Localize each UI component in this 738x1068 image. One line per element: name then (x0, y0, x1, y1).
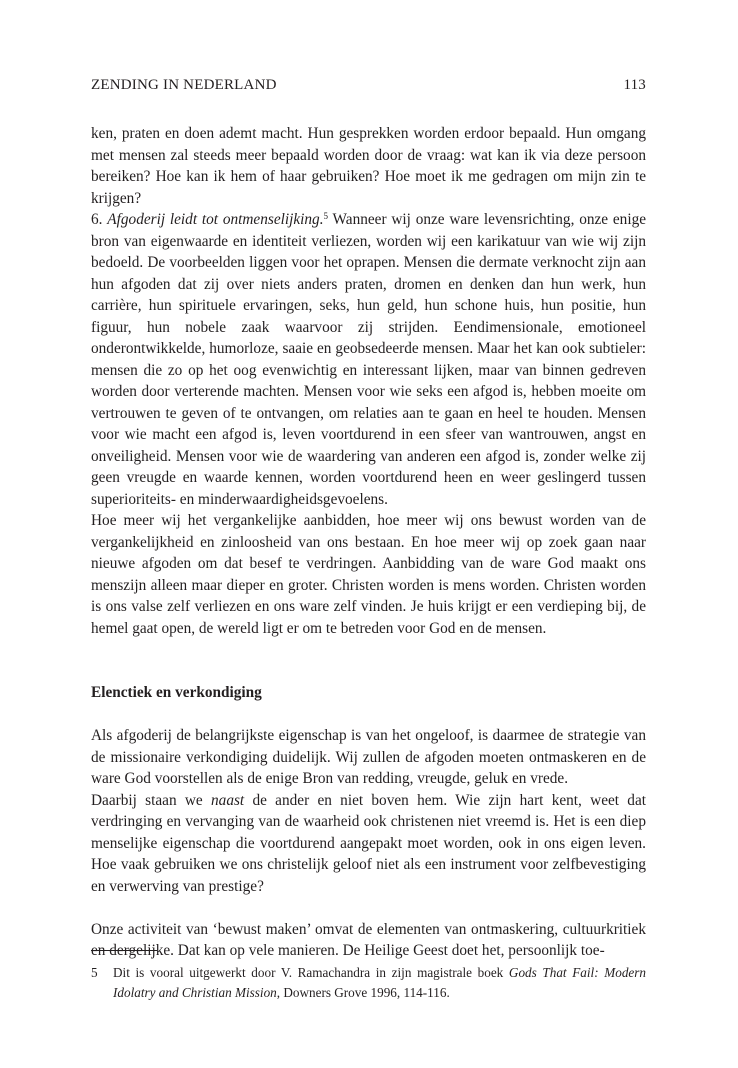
page-number: 113 (623, 77, 646, 93)
point-text: Wanneer wij onze ware levensrichting, onze enige bron van eigenwaarde en identiteit verliezen, worden wij een karikatuur van wie wij zijn bedoeld. De voorbeelden liggen voor het oprapen. Mensen die dermate verknocht zijn aan hun afgoden dat zij over niets anders praten, dromen en denken dan hun werk, hun carrière, hun spirituele ervaringen, seks, hun geld, hun schone huis, hun positie, hun figuur, hun nobele zaak waarvoor zij strijden. Eendimensionale, emotioneel onderontwikkelde, humorloze, saaie en geobsedeerde mensen. Maar het kan ook subtieler: mensen die zo op het oog evenwichtig en interessant lijken, maar van binnen gedreven worden door verterende machten. Mensen voor wie seks een afgod is, hebben moeite om vertrouwen te geven of te ontvangen, om relaties aan te gaan en heel te houden. Mensen voor wie macht een afgod is, leven voortdurend in een sfeer van wantrouwen, angst en onveiligheid. Mensen voor wie de waardering van anderen een afgod is, zonder welke zij geen vreugde en waarde kennen, worden voortdurend heen en weer geslingerd tussen superioriteits- en minderwaardigheidsgevoelens. (91, 211, 647, 508)
paragraph: Hoe meer wij het vergankelijke aanbidden, hoe meer wij ons bewust worden van de vergankelijkheid en zinloosheid van ons bestaan. En hoe meer wij op zoek gaan naar nieuwe afgoden om dat besef te verdringen. Aanbidding van de ware God maakt ons menszijn alleen maar dieper en groter. Christen worden is mens worden. Christen worden is ons valse zelf verliezen en ons ware zelf vinden. Je huis krijgt er een verdieping bij, de hemel gaat open, de wereld ligt er om te betreden voor God en de mensen. (91, 512, 646, 637)
point-number: 6. (91, 211, 103, 228)
paragraph: Onze activiteit van ‘bewust maken’ omvat de elementen van ontmaskering, cultuurkritiek en dergelijke. Dat kan op vele manieren. De Heilige Geest doet het, persoonlijk toe- (91, 920, 646, 959)
paragraph: ken, praten en doen ademt macht. Hun gesprekken worden erdoor bepaald. Hun omgang met mensen zal steeds meer bepaald worden door de vraag: wat kan ik via deze persoon bereiken? Hoe kan ik hem of haar gebruiken? Hoe moet ik me gedragen om mijn zin te krijgen? (91, 125, 646, 207)
section-heading: Elenctiek en verkondiging (91, 684, 262, 701)
paragraph: Als afgoderij de belangrijkste eigenschap is van het ongeloof, is daarmee de strategie van de missionaire verkondiging duidelijk. Wij zullen de afgoden moeten ontmaskeren en de ware God voorstellen als de enige Bron van redding, vreugde, geluk en vrede. (91, 727, 646, 787)
book-title: Gods That Fail: Modern Idolatry and Christian Mission (113, 965, 646, 1000)
body-text (91, 123, 646, 962)
footnote-ref: 5 (323, 211, 329, 221)
running-title: ZENDING IN NEDERLAND (91, 77, 277, 93)
footnote-text: Dit is vooral uitgewerkt door V. Ramachandra in zijn magistrale boek Gods That Fail: Modern Idolatry and Christian Mission, Downers Grove 1996, 114-116. (113, 965, 646, 1000)
footnote (91, 963, 646, 1003)
paragraph: Daarbij staan we naast de ander en niet boven hem. Wie zijn hart kent, weet dat verdringing en vervanging van de waarheid ook christenen niet vreemd is. Het is een diep menselijke eigenschap die voortdurend aangepakt moet worden, ook in ons eigen leven. Hoe vaak gebruiken we ons christelijk geloof niet als een instrument voor zelfbevestiging en verwerving van prestige? (91, 791, 646, 895)
footnote-number: 5 (91, 965, 98, 980)
point-title: Afgoderij leidt tot ontmenselijking. (107, 211, 324, 228)
paragraph-point-6 (91, 209, 646, 510)
emphasis: naast (211, 791, 245, 809)
footnote-rule (91, 950, 157, 951)
